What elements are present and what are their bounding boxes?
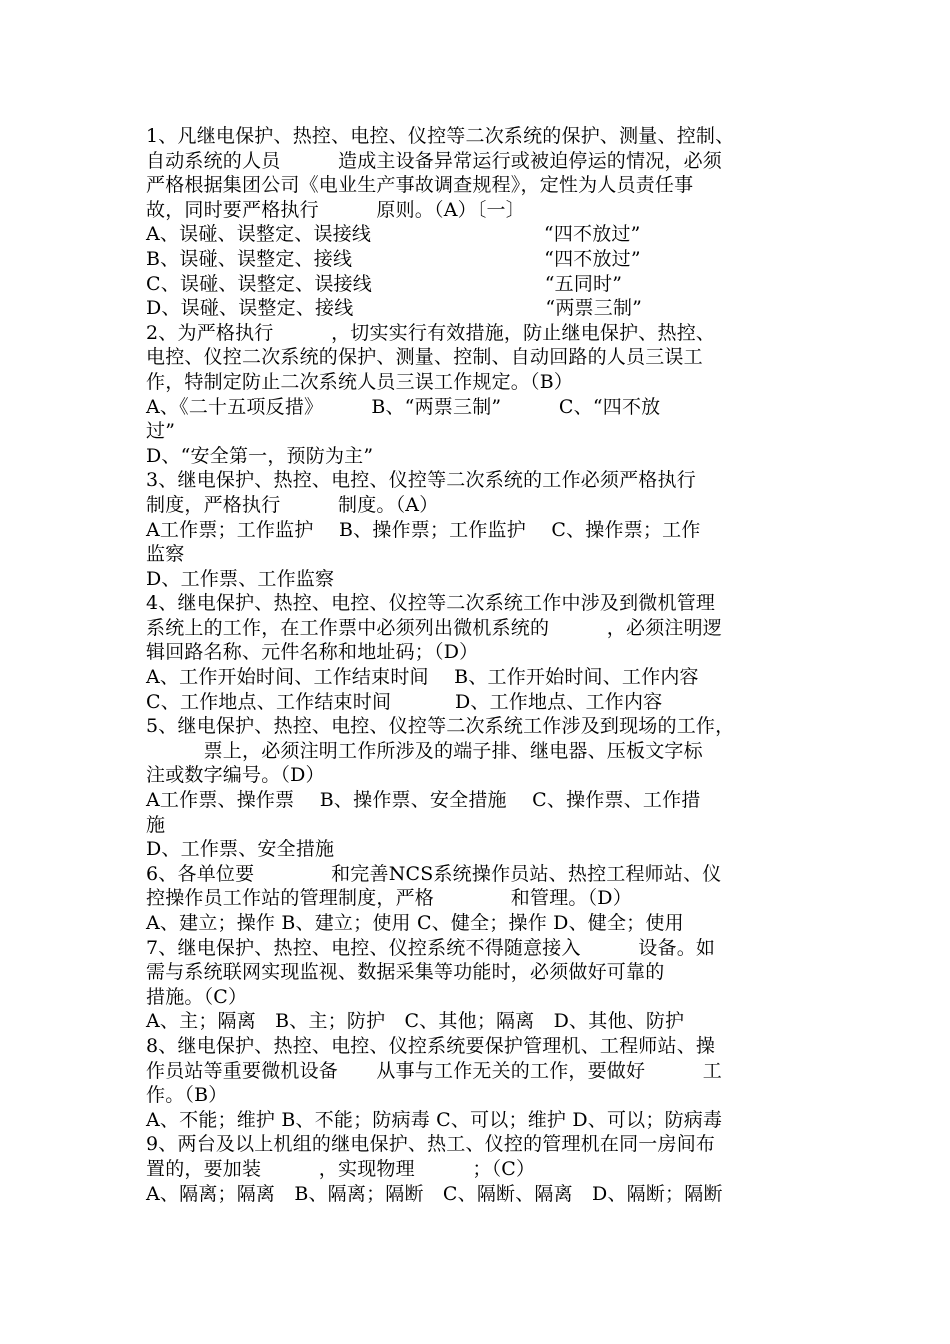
text-line: 5、继电保护、热控、电控、仪控等二次系统工作涉及到现场的工作， — [146, 715, 735, 738]
option-line: D、误碰、误整定、接线 “两票三制” — [146, 297, 643, 320]
text-line: 6、各单位要 和完善NCS系统操作员站、热控工程师站、仪 — [146, 862, 722, 885]
text-line: 制度，严格执行 制度。（A） — [146, 493, 439, 516]
text-line: 故，同时要严格执行 原则。（A）〔一〕 — [146, 198, 525, 221]
option-line: 监察 — [146, 543, 185, 566]
text-line: 注或数字编号。（D） — [146, 764, 325, 787]
option-line: A、《二十五项反措》 B、“两票三制” C、“四不放 — [146, 395, 661, 418]
text-line: 作，特制定防止二次系统人员三误工作规定。（B） — [146, 370, 574, 393]
text-line: 7、继电保护、热控、电控、仪控系统不得随意接入 设备。如 — [146, 936, 716, 959]
text-line: 2、为严格执行 ，切实实行有效措施，防止继电保护、热控、 — [146, 321, 716, 344]
option-line: B、误碰、误整定、接线 “四不放过” — [146, 247, 641, 270]
text-line: 8、继电保护、热控、电控、仪控系统要保护管理机、工程师站、操 — [146, 1034, 716, 1057]
text-line: 票上，必须注明工作所涉及的端子排、继电器、压板文字标 — [146, 739, 703, 762]
text-line: 3、继电保护、热控、电控、仪控等二次系统的工作必须严格执行 — [146, 469, 696, 492]
option-line: 施 — [146, 813, 166, 836]
option-line: A、主；隔离 B、主；防护 C、其他；隔离 D、其他、防护 — [146, 1010, 685, 1033]
option-line: A、建立；操作 B、建立；使用 C、健全；操作 D、健全；使用 — [146, 912, 684, 934]
option-line: C、误碰、误整定、误接线 “五同时” — [146, 272, 623, 295]
text-line: 电控、仪控二次系统的保护、测量、控制、自动回路的人员三误工 — [146, 346, 703, 369]
text-line: 措施。（C） — [146, 985, 248, 1008]
option-line: 过” — [146, 420, 176, 443]
option-line: D、工作票、工作监察 — [146, 567, 335, 590]
text-line: 9、两台及以上机组的继电保护、热工、仪控的管理机在同一房间布 — [146, 1133, 716, 1156]
option-line: A工作票；工作监护 B、操作票；工作监护 C、操作票；工作 — [146, 518, 701, 541]
option-line: A、误碰、误整定、误接线 “四不放过” — [146, 223, 641, 246]
option-line: C、工作地点、工作结束时间 D、工作地点、工作内容 — [146, 690, 663, 713]
text-line: 作员站等重要微机设备 从事与工作无关的工作，要做好 工 — [146, 1059, 723, 1082]
option-line: D、工作票、安全措施 — [146, 838, 335, 861]
document-body — [146, 124, 806, 1206]
text-line: 严格根据集团公司《电业生产事故调查规程》，定性为人员责任事 — [146, 174, 694, 197]
text-line: 自动系统的人员 造成主设备异常运行或被迫停运的情况，必须 — [146, 149, 723, 172]
text-line: 辑回路名称、元件名称和地址码；（D） — [146, 641, 479, 664]
option-line: A、不能；维护 B、不能；防病毒 C、可以；维护 D、可以；防病毒 — [146, 1108, 723, 1131]
text-line: 系统上的工作，在工作票中必须列出微机系统的 ，必须注明逻 — [146, 616, 723, 639]
option-line: A工作票、操作票 B、操作票、安全措施 C、操作票、工作措 — [146, 789, 701, 812]
text-line: 控操作员工作站的管理制度，严格 和管理。（D） — [146, 887, 632, 910]
option-line: A、工作开始时间、工作结束时间 B、工作开始时间、工作内容 — [146, 666, 699, 689]
text-line: 1、凡继电保护、热控、电控、仪控等二次系统的保护、测量、控制、 — [146, 125, 735, 147]
text-line: 4、继电保护、热控、电控、仪控等二次系统工作中涉及到微机管理 — [146, 592, 716, 615]
option-line: D、“安全第一，预防为主” — [146, 444, 374, 467]
text-line: 作。（B） — [146, 1084, 228, 1107]
text-line: 需与系统联网实现监视、数据采集等功能时，必须做好可靠的 — [146, 961, 665, 984]
text-line: 置的，要加装 ，实现物理 ；（C） — [146, 1157, 536, 1180]
option-line: A、隔离；隔离 B、隔离；隔断 C、隔断、隔离 D、隔断；隔断 — [146, 1182, 723, 1205]
